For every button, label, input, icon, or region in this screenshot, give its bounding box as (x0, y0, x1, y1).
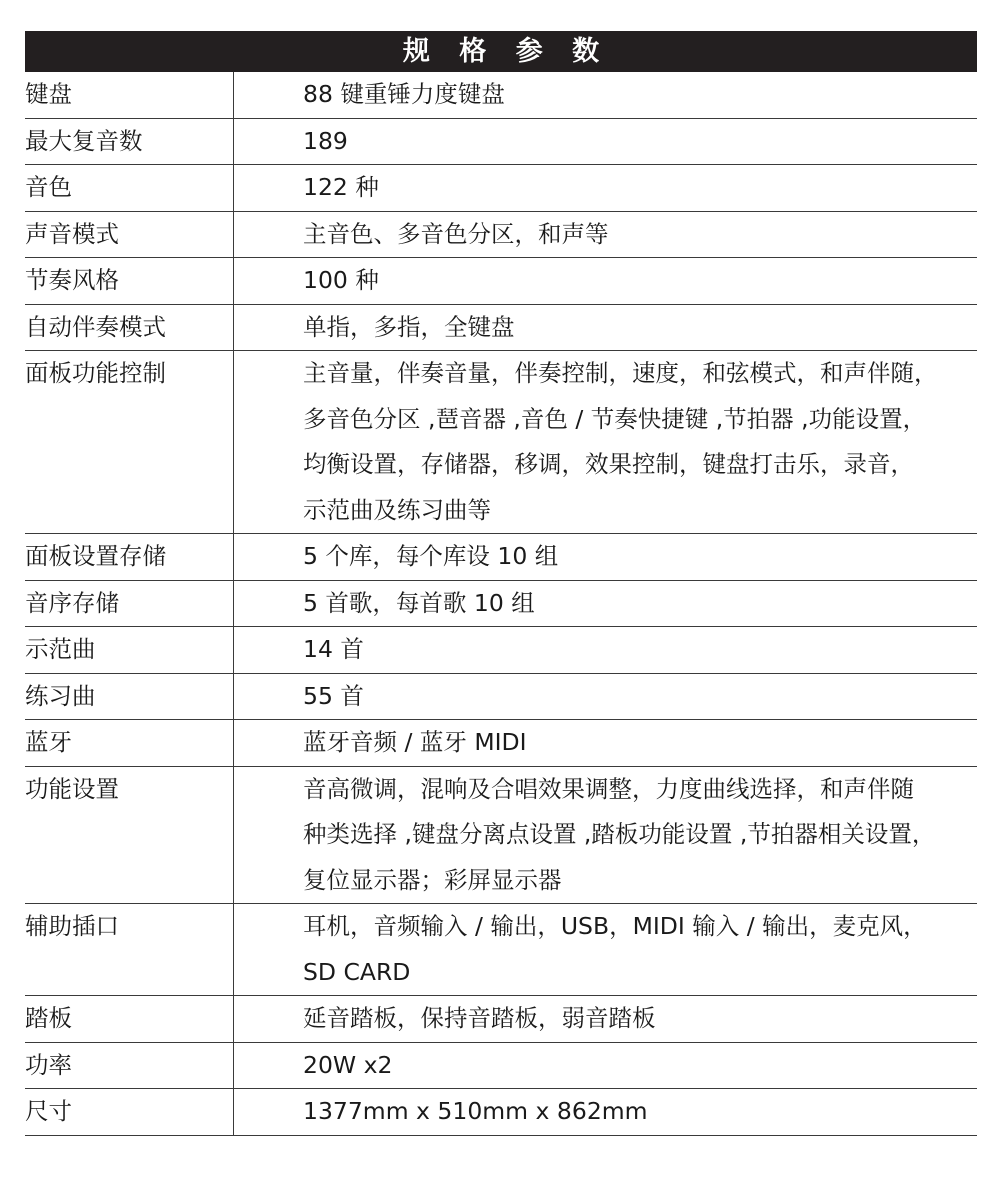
table-title: 规 格 参 数 (25, 31, 977, 72)
table-row (25, 534, 977, 581)
table-row (25, 581, 977, 628)
table-row (25, 720, 977, 767)
spec-value: 主音色、多音色分区，和声等 (303, 219, 609, 248)
spec-value: 122 种 (303, 173, 379, 201)
spec-value: 1377mm x 510mm x 862mm (303, 1097, 648, 1125)
table-row (25, 165, 977, 212)
spec-label: 音色 (25, 165, 234, 211)
spec-value: 189 (303, 126, 348, 155)
spec-label: 音序存储 (25, 581, 234, 627)
table-row (25, 351, 977, 534)
spec-value: 20W x2 (303, 1050, 393, 1079)
spec-value: 5 个库，每个库设 10 组 (303, 542, 559, 570)
spec-label: 蓝牙 (25, 720, 234, 766)
table-row (25, 305, 977, 352)
spec-label: 最大复音数 (25, 119, 234, 165)
spec-value: 蓝牙音频 / 蓝牙 MIDI (303, 728, 527, 756)
table-row (25, 119, 977, 166)
spec-value: 主音量，伴奏音量，伴奏控制，速度，和弦模式，和声伴随， 多音色分区 ,琶音器 ,音色 / 节奏快捷键 ,节拍器 ,功能设置， 均衡设置，存储器，移调，效果控制，键盘打击乐，录音， 示范曲及练习曲等 (303, 359, 938, 524)
table-row (25, 212, 977, 259)
spec-label: 声音模式 (25, 212, 234, 258)
table-row (25, 1089, 977, 1136)
spec-label: 示范曲 (25, 627, 234, 673)
spec-table (25, 31, 977, 1136)
spec-label: 节奏风格 (25, 258, 234, 304)
spec-value: 5 首歌，每首歌 10 组 (303, 588, 535, 617)
spec-label: 功能设置 (25, 767, 234, 904)
table-row (25, 1043, 977, 1090)
table-row (25, 904, 977, 996)
spec-label: 面板设置存储 (25, 534, 234, 580)
spec-label: 尺寸 (25, 1089, 234, 1135)
spec-label: 键盘 (25, 72, 234, 118)
table-row (25, 674, 977, 721)
spec-value: 耳机，音频输入 / 输出，USB，MIDI 输入 / 输出，麦克风， SD CARD (303, 912, 927, 986)
spec-value: 14 首 (303, 635, 364, 663)
table-row (25, 258, 977, 305)
spec-label: 功率 (25, 1043, 234, 1089)
spec-label: 辅助插口 (25, 904, 234, 995)
table-row (25, 627, 977, 674)
table-row (25, 767, 977, 905)
table-row (25, 72, 977, 119)
spec-label: 面板功能控制 (25, 351, 234, 533)
spec-value: 55 首 (303, 681, 364, 710)
spec-label: 自动伴奏模式 (25, 305, 234, 351)
spec-label: 练习曲 (25, 674, 234, 720)
spec-value: 延音踏板，保持音踏板，弱音踏板 (303, 1004, 656, 1032)
spec-value: 单指，多指，全键盘 (303, 312, 515, 341)
spec-label: 踏板 (25, 996, 234, 1042)
table-row (25, 996, 977, 1043)
spec-value: 88 键重锤力度键盘 (303, 80, 505, 108)
spec-rows (25, 72, 977, 1136)
spec-value: 音高微调，混响及合唱效果调整，力度曲线选择，和声伴随 种类选择 ,键盘分离点设置 ,踏板功能设置 ,节拍器相关设置， 复位显示器；彩屏显示器 (303, 774, 936, 894)
spec-value: 100 种 (303, 266, 379, 294)
